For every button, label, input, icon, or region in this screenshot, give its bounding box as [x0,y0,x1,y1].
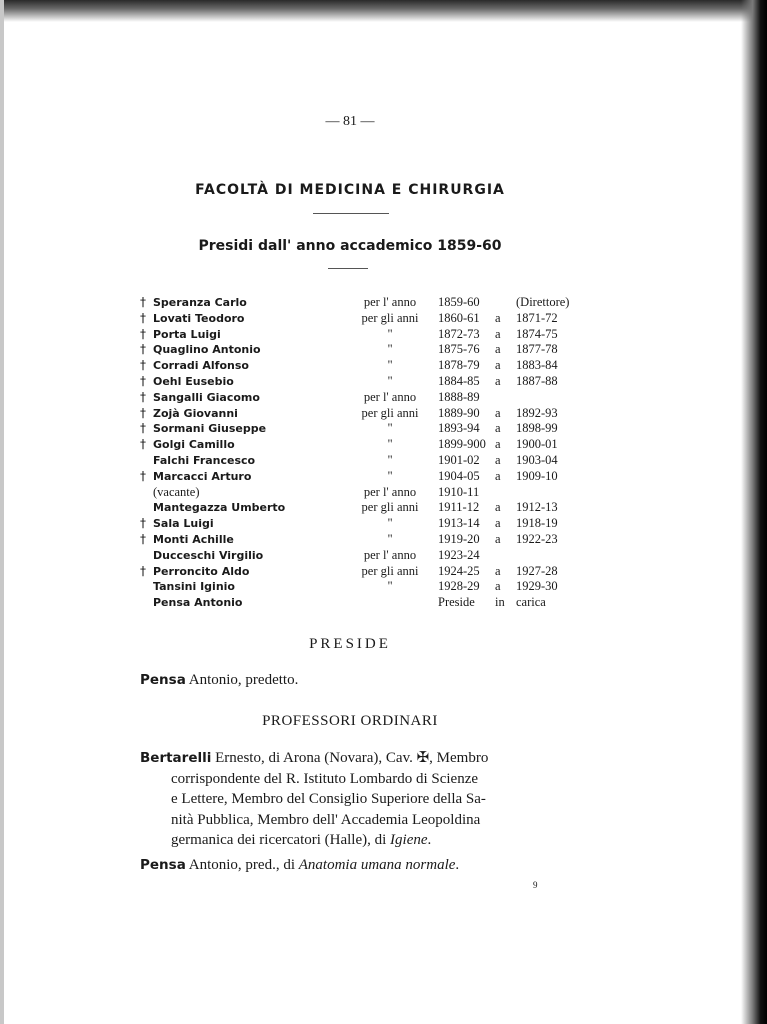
period-phrase: " [387,421,393,436]
end-year: 1887-88 [516,373,558,388]
president-name: Mantegazza Umberto [153,501,286,515]
faculty-title: FACOLTÀ DI MEDICINA E CHIRURGIA [195,182,505,198]
range-separator: a [495,373,501,388]
end-year: (Direttore) [516,295,570,309]
period-phrase: " [387,437,393,452]
president-name: Monti Achille [153,532,234,546]
subject: Anatomia umana normale [298,857,456,873]
period-phrase: " [387,342,393,357]
range-separator: a [495,579,501,594]
deceased-mark: † [140,405,146,420]
president-name: Corradi Alfonso [153,359,249,373]
period-phrase: per l' anno [363,389,417,404]
president-row [140,516,580,532]
deceased-mark: † [140,563,146,578]
president-row [140,406,580,422]
end-year: 1922-23 [516,531,558,546]
president-name: Zojà Giovanni [153,406,238,420]
range-separator: a [495,326,501,341]
start-year: 1901-02 [438,452,480,467]
entry-text: Antonio, pred., di [188,857,295,873]
president-row [140,437,580,453]
start-year: 1919-20 [438,531,480,546]
start-year: 1875-76 [438,342,480,357]
range-separator: a [495,358,501,373]
end-year: 1883-84 [516,358,558,373]
president-row [140,564,580,580]
start-year: 1878-79 [438,358,480,373]
president-row [140,327,580,343]
range-separator: a [495,452,501,467]
president-name: Sormani Giuseppe [153,422,267,436]
president-name: Tansini Iginio [153,580,235,594]
start-year: 1899-900 [438,437,486,452]
deceased-mark: † [140,326,146,341]
range-separator: a [495,437,501,452]
start-year: 1923-24 [438,547,480,562]
deceased-mark: † [140,295,146,309]
president-name: Ducceschi Virgilio [153,548,264,562]
president-row [140,579,580,595]
period-phrase: " [387,373,393,388]
range-separator: a [495,468,501,483]
entry-text: germanica dei ricercatori (Halle), di [171,832,387,848]
president-row [140,532,580,548]
president-name: Falchi Francesco [153,453,256,467]
subject: Igiene [390,832,428,848]
president-name: Golgi Camillo [153,438,235,452]
preside-name: Pensa [140,672,186,688]
professor-name: Bertarelli [140,750,212,766]
start-year: 1859-60 [438,295,480,309]
president-row [140,500,580,516]
president-row [140,469,580,485]
professor-entry [140,855,560,876]
end-year: 1912-13 [516,500,558,515]
entry-punct: . [455,857,460,873]
page-number: — 81 — [325,114,375,129]
range-separator: a [495,563,501,578]
deceased-mark: † [140,373,146,388]
range-separator: a [495,405,501,420]
president-name: Quaglino Antonio [153,343,261,357]
entry-line: Ernesto, di Arona (Novara), Cav. ✠, Membro [215,750,489,766]
president-name: Lovati Teodoro [153,311,245,325]
president-row [140,595,580,611]
start-year: 1893-94 [438,421,480,436]
start-year: 1904-05 [438,468,480,483]
period-phrase: " [387,579,393,594]
start-year: 1911-12 [438,500,480,515]
president-row [140,358,580,374]
end-year: 1909-10 [516,468,558,483]
end-year: 1877-78 [516,342,558,357]
period-phrase: " [387,452,393,467]
end-year: 1871-72 [516,310,558,325]
start-year: 1860-61 [438,310,480,325]
president-name: Pensa Antonio [153,596,243,610]
entry-line: corrispondente del R. Istituto Lombardo di Scienze [171,770,479,787]
start-year: 1888-89 [438,389,480,404]
start-year: 1872-73 [438,326,480,341]
divider [313,213,389,214]
range-separator: a [495,531,501,546]
deceased-mark: † [140,358,146,373]
end-year: 1929-30 [516,579,558,594]
president-row [140,390,580,406]
period-phrase: " [387,531,393,546]
start-year: 1884-85 [438,373,480,388]
start-year: 1928-29 [438,579,480,594]
deceased-mark: † [140,468,146,483]
deceased-mark: † [140,516,146,531]
president-name: Perroncito Aldo [153,564,250,578]
period-phrase: per gli anni [361,500,419,515]
president-row [140,374,580,390]
end-year: 1892-93 [516,405,558,420]
deceased-mark: † [140,437,146,452]
period-phrase: per l' anno [363,484,417,499]
end-year: 1900-01 [516,437,558,452]
period-phrase: " [387,516,393,531]
end-year: 1874-75 [516,326,558,341]
period-phrase: per l' anno [363,295,417,309]
president-row [140,295,580,311]
professor-name: Pensa [140,857,186,873]
range-separator: a [495,421,501,436]
presidents-subtitle: Presidi dall' anno accademico 1859-60 [198,238,502,254]
professori-heading: PROFESSORI ORDINARI [262,713,438,729]
president-row [140,311,580,327]
president-name: Sala Luigi [153,517,214,531]
start-year: 1889-90 [438,405,480,420]
end-year: 1898-99 [516,421,558,436]
entry-punct: . [427,832,432,848]
range-separator: a [495,342,501,357]
president-name: Porta Luigi [153,327,221,341]
entry-line-5 [140,830,560,851]
entry-line: e Lettere, Membro del Consiglio Superiore della Sa- [171,791,486,807]
end-year: 1927-28 [516,563,558,578]
range-separator: in [495,595,505,610]
presidents-list [140,295,580,611]
deceased-mark: † [140,531,146,546]
president-row [140,421,580,437]
scan-left-edge [0,0,4,1024]
entry-line: nità Pubblica, Membro dell' Accademia Leopoldina [171,811,481,828]
preside-entry [140,672,560,689]
deceased-mark: † [140,421,146,436]
end-year: 1918-19 [516,516,558,531]
president-row [140,453,580,469]
divider [328,268,368,269]
range-separator: a [495,310,501,325]
start-year: 1924-25 [438,563,480,578]
deceased-mark: † [140,310,146,325]
scan-top-edge [0,0,767,22]
president-row [140,485,580,501]
scan-right-edge [741,0,767,1024]
president-name: Sangalli Giacomo [153,390,260,404]
period-phrase: per gli anni [361,310,419,325]
president-row [140,548,580,564]
start-year: 1910-11 [438,484,480,499]
president-name: Marcacci Arturo [153,469,252,483]
end-year: carica [516,595,546,610]
period-phrase: per l' anno [363,547,417,562]
deceased-mark: † [140,342,146,357]
range-separator: a [495,516,501,531]
range-separator: a [495,500,501,515]
preside-heading: PRESIDE [309,636,391,652]
period-phrase: per gli anni [361,563,419,578]
preside-rest: Antonio, predetto. [188,672,299,688]
period-phrase: " [387,326,393,341]
period-phrase: " [387,358,393,373]
president-name: Speranza Carlo [153,296,247,309]
deceased-mark: † [140,389,146,404]
professor-entry [140,748,560,851]
period-phrase: per gli anni [361,405,419,420]
period-phrase: " [387,468,393,483]
president-name: Oehl Eusebio [153,374,234,388]
start-year: Preside [438,595,475,610]
president-row [140,342,580,358]
signature-mark: 9 [533,880,538,890]
president-name: (vacante) [153,484,200,499]
end-year: 1903-04 [516,452,558,467]
start-year: 1913-14 [438,516,480,531]
